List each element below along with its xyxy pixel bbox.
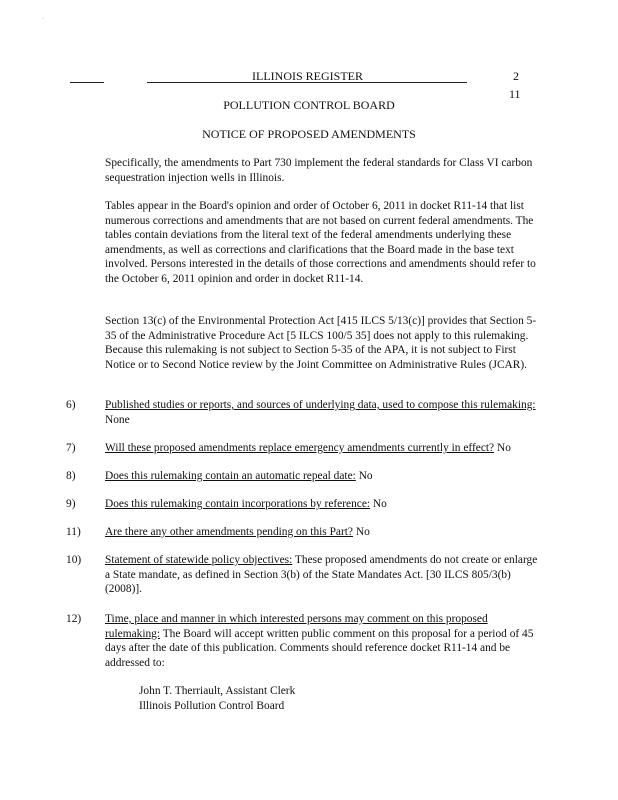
item-label: Are there any other amendments pending on this Part? — [105, 526, 353, 538]
register-title: ILLINOIS REGISTER — [252, 69, 363, 83]
notice-title: NOTICE OF PROPOSED AMENDMENTS — [202, 127, 416, 141]
item-answer: No — [355, 526, 370, 538]
item-answer: None — [105, 413, 130, 426]
item-label: Time, place and manner in which interested persons may comment on this proposed rulemaking: — [105, 613, 488, 640]
item-label: Statement of statewide policy objectives: — [105, 554, 293, 566]
item-answer: No — [372, 498, 387, 510]
item-label: Published studies or reports, and sources of underlying data, used to compose this rulemaking: — [105, 399, 536, 411]
item-label: Will these proposed amendments replace emergency amendments currently in effect? — [105, 442, 495, 454]
item-answer: No — [496, 442, 511, 454]
item-label: Does this rulemaking contain incorporations by reference: — [105, 498, 371, 510]
paragraph-section13c: Section 13(c) of the Environmental Protection Act [415 ILCS 5/13(c)] provides that Section 5-35 of the Administrative Procedure Act [5 ILCS 100/5 35] does not apply to this rulemaking. Because this rulemaking is not subject to Section 5-35 of the APA, it is not subject to First Notice or to Second Notice review by the Joint Committee on Administrative Rules (JCAR). — [105, 315, 537, 371]
item-number: 7) — [66, 442, 76, 454]
paragraph-tables: Tables appear in the Board's opinion and order of October 6, 2011 in docket R11-14 that list numerous corrections and amendments that are not based on current federal amendments. The tables contain deviations from the literal text of the federal amendments underlying these amendments, as well as corrections and clarifications that the Board made in the base text involved. Persons interested in the details of those corrections and amendments should refer to the October 6, 2011 opinion and order in docket R11-14. — [105, 200, 536, 285]
item-number: 12) — [66, 613, 82, 625]
item-number: 10) — [66, 554, 82, 566]
item-label: Does this rulemaking contain an automatic repeal date: — [105, 470, 356, 482]
header-rule-left — [70, 82, 104, 83]
item-answer: These proposed amendments do not create or enlarge a State mandate, as defined in Section 3(b) of the State Mandates Act. [30 ILCS 805/3(b) (2008)]. — [105, 554, 538, 596]
paragraph-part730: Specifically, the amendments to Part 730 implement the federal standards for Class VI carbon sequestration injection wells in Illinois. — [105, 157, 533, 184]
item-number: 6) — [66, 399, 76, 411]
page-number: 2 — [513, 69, 519, 83]
item-number: 11) — [66, 526, 81, 538]
item-number: 9) — [66, 498, 76, 510]
address-line-1: John T. Therriault, Assistant Clerk — [139, 685, 296, 697]
agency-name: POLLUTION CONTROL BOARD — [223, 98, 395, 112]
item-number: 8) — [66, 470, 76, 482]
item-answer: No — [358, 470, 373, 482]
address-line-2: Illinois Pollution Control Board — [139, 700, 285, 712]
scan-mark: · — [42, 16, 44, 22]
item-answer: The Board will accept written public comment on this proposal for a period of 45 days after the date of this publication. Comments should reference docket R11-14 and be addressed to: — [105, 627, 534, 669]
issue-number: 11 — [509, 87, 521, 101]
